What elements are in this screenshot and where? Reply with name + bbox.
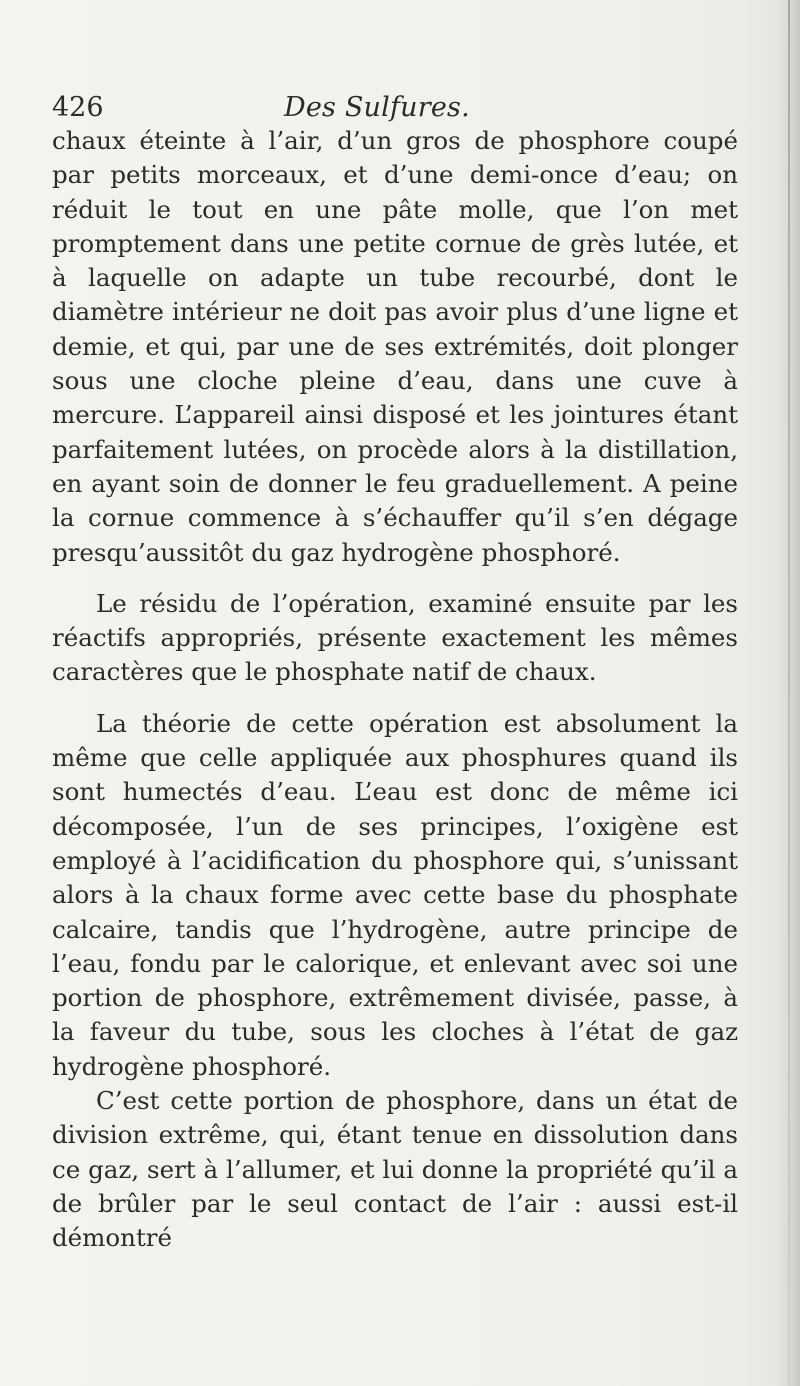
main-text bbox=[52, 124, 738, 1304]
paragraph-3: La théorie de cette opération est absolument la même que celle appliquée aux phosphures quand ils sont humectés d’eau. L’eau est donc de même ici décomposée, l’un de ses principes, l’oxigène est employé à l’acidification du phosphore qui, s’unissant alors à la chaux forme avec cette base du phosphate calcaire, tandis que l’hydrogène, autre principe de l’eau, fondu par le calorique, et enlevant avec soi une portion de phosphore, extrêmement divisée, passe, à la faveur du tube, sous les cloches à l’état de gaz hydrogène phosphoré. bbox=[52, 708, 738, 1081]
page-header bbox=[52, 83, 732, 123]
page-number: 426 bbox=[52, 92, 104, 123]
paragraph-4: C’est cette portion de phosphore, dans un état de division extrême, qui, étant tenue en dissolution dans ce gaz, sert à l’allumer, et lui donne la propriété qu’il a de brûler par le seul contact de l’air : aussi est-il démontré bbox=[52, 1086, 738, 1253]
page-edge-line bbox=[788, 0, 790, 1386]
paragraph-2: Le résidu de l’opération, examiné ensuite par les réactifs appropriés, présente exactement les mêmes caractères que le phosphate natif de chaux. bbox=[52, 588, 738, 687]
running-title: Des Sulfures. bbox=[284, 92, 470, 123]
paragraph-1: chaux éteinte à l’air, d’un gros de phosphore coupé par petits morceaux, et d’une demi-once d’eau; on réduit le tout en une pâte molle, que l’on met promptement dans une petite cornue de grès lutée, et à laquelle on adapte un tube recourbé, dont le diamètre intérieur ne doit pas avoir plus d’une ligne et demie, et qui, par une de ses extrémités, doit plonger sous une cloche pleine d’eau, dans une cuve à mercure. L’appareil ainsi disposé et les jointures étant parfaitement lutées, on procède alors à la distillation, en ayant soin de donner le feu graduellement. A peine la cornue commence à s’échauffer qu’il s’en dégage presqu’aussitôt du gaz hydrogène phosphoré. bbox=[52, 126, 738, 567]
